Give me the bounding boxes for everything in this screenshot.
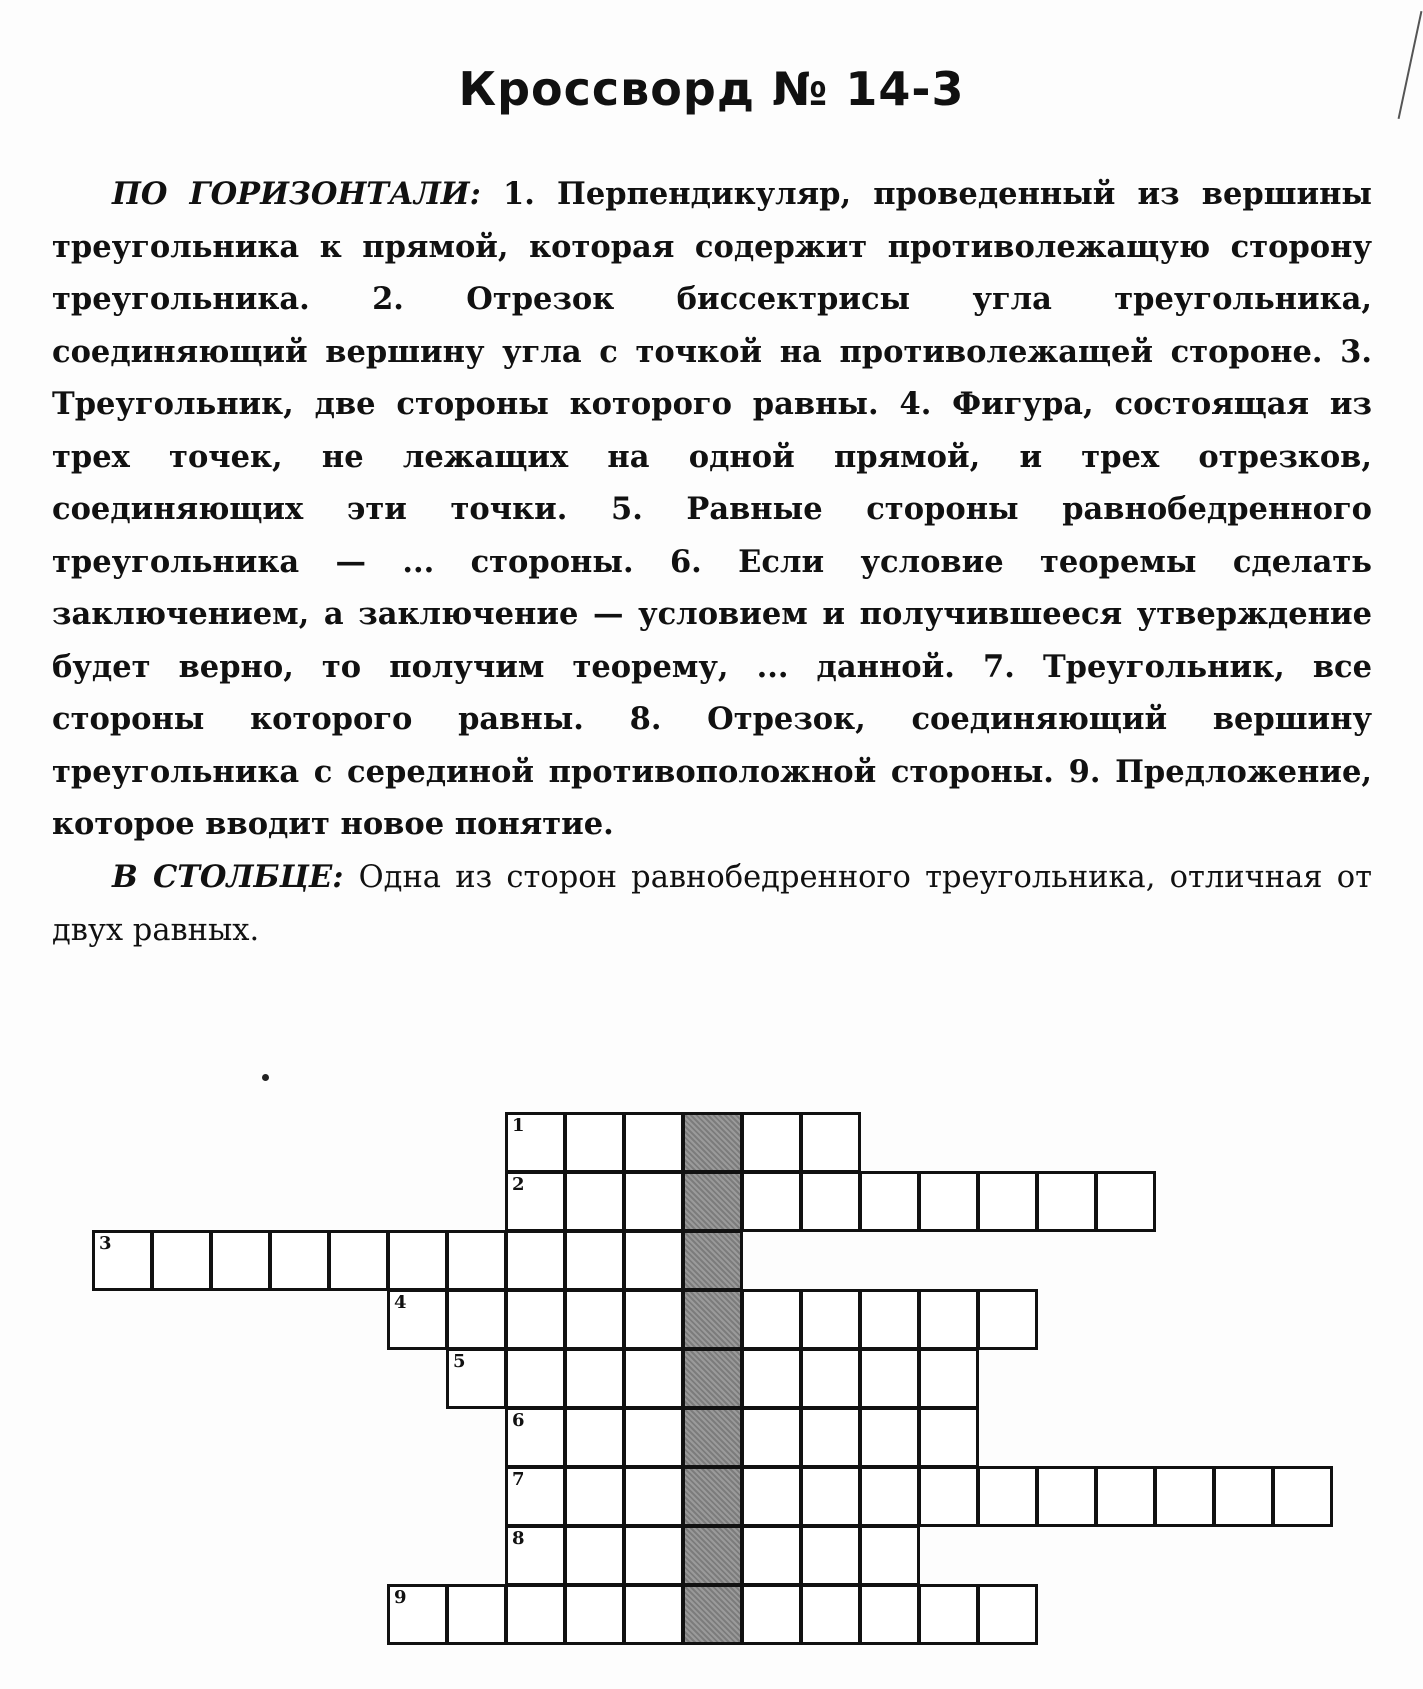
grid-cell[interactable] (505, 1466, 566, 1527)
grid-cell[interactable] (800, 1584, 861, 1645)
grid-cell[interactable] (918, 1348, 979, 1409)
grid-cell[interactable] (151, 1230, 212, 1291)
across-clue-1: 1. Перпендикуляр, проведенный из вершины треугольника к прямой, которая содержит противолежащую сторону треугольника. (52, 176, 1373, 317)
grid-cell[interactable] (977, 1289, 1038, 1350)
grid-cell[interactable] (328, 1230, 389, 1291)
grid-cell[interactable] (1095, 1171, 1156, 1232)
grid-cell[interactable] (800, 1348, 861, 1409)
keyword-cell[interactable] (682, 1584, 743, 1645)
keyword-cell[interactable] (682, 1112, 743, 1173)
column-heading: В СТОЛБЦЕ: (112, 858, 344, 895)
cell-number: 5 (453, 1351, 466, 1372)
grid-cell[interactable] (623, 1407, 684, 1468)
grid-cell[interactable] (446, 1289, 507, 1350)
cell-number: 3 (99, 1233, 112, 1254)
grid-cell[interactable] (623, 1584, 684, 1645)
cell-number: 1 (512, 1115, 525, 1136)
grid-cell[interactable] (623, 1348, 684, 1409)
grid-cell[interactable] (859, 1584, 920, 1645)
grid-cell[interactable] (623, 1230, 684, 1291)
grid-cell[interactable] (269, 1230, 330, 1291)
grid-cell[interactable] (741, 1407, 802, 1468)
grid-cell[interactable] (800, 1466, 861, 1527)
grid-cell[interactable] (505, 1289, 566, 1350)
grid-cell[interactable] (918, 1584, 979, 1645)
across-clue-7: 7. Треугольник, все стороны которого равны. (52, 648, 1372, 737)
grid-cell[interactable] (800, 1407, 861, 1468)
across-clue-2: 2. Отрезок биссектрисы угла треугольника, соединяющий вершину угла с точкой на противолежащей стороне. (52, 281, 1372, 370)
across-clue-4: 4. Фигура, состоящая из трех точек, не лежащих на одной прямой, и трех отрезков, соединяющих эти точки. (52, 386, 1372, 527)
grid-cell[interactable] (800, 1112, 861, 1173)
grid-cell[interactable] (800, 1171, 861, 1232)
grid-cell[interactable] (859, 1348, 920, 1409)
grid-cell[interactable] (564, 1171, 625, 1232)
grid-cell[interactable] (564, 1230, 625, 1291)
cell-number: 9 (394, 1587, 407, 1608)
grid-cell[interactable] (1036, 1171, 1097, 1232)
grid-cell[interactable] (918, 1171, 979, 1232)
across-clue-9: 9. Предложение, которое вводит новое понятие. (52, 753, 1373, 842)
across-clue-8: 8. Отрезок, соединяющий вершину треугольника с серединой противоположной стороны. (52, 701, 1372, 790)
grid-cell[interactable] (92, 1230, 153, 1291)
grid-cell[interactable] (977, 1584, 1038, 1645)
grid-cell[interactable] (918, 1289, 979, 1350)
grid-cell[interactable] (741, 1584, 802, 1645)
grid-cell[interactable] (505, 1171, 566, 1232)
keyword-cell[interactable] (682, 1407, 743, 1468)
grid-cell[interactable] (505, 1525, 566, 1586)
cell-number: 8 (512, 1528, 525, 1549)
grid-cell[interactable] (741, 1348, 802, 1409)
grid-cell[interactable] (918, 1407, 979, 1468)
grid-cell[interactable] (1095, 1466, 1156, 1527)
cell-number: 7 (512, 1469, 525, 1490)
grid-cell[interactable] (623, 1171, 684, 1232)
grid-cell[interactable] (505, 1584, 566, 1645)
grid-cell[interactable] (741, 1289, 802, 1350)
cell-number: 6 (512, 1410, 525, 1431)
grid-cell[interactable] (918, 1466, 979, 1527)
scan-speck (262, 1074, 269, 1081)
keyword-cell[interactable] (682, 1466, 743, 1527)
grid-cell[interactable] (741, 1525, 802, 1586)
across-heading: ПО ГОРИЗОНТАЛИ: (112, 176, 481, 212)
grid-cell[interactable] (859, 1171, 920, 1232)
grid-cell[interactable] (387, 1584, 448, 1645)
keyword-cell[interactable] (682, 1171, 743, 1232)
grid-cell[interactable] (977, 1466, 1038, 1527)
across-clue-5: 5. Равные стороны равнобедренного треугольника — ... стороны. (52, 491, 1372, 580)
grid-cell[interactable] (446, 1230, 507, 1291)
keyword-cell[interactable] (682, 1289, 743, 1350)
grid-cell[interactable] (859, 1289, 920, 1350)
grid-cell[interactable] (564, 1348, 625, 1409)
grid-cell[interactable] (859, 1466, 920, 1527)
grid-cell[interactable] (623, 1112, 684, 1173)
grid-cell[interactable] (977, 1171, 1038, 1232)
grid-cell[interactable] (210, 1230, 271, 1291)
cell-number: 4 (394, 1292, 407, 1313)
grid-cell[interactable] (741, 1112, 802, 1173)
grid-cell[interactable] (1036, 1466, 1097, 1527)
grid-cell[interactable] (505, 1112, 566, 1173)
grid-cell[interactable] (800, 1525, 861, 1586)
grid-cell[interactable] (623, 1289, 684, 1350)
grid-cell[interactable] (859, 1407, 920, 1468)
grid-cell[interactable] (1213, 1466, 1274, 1527)
across-clue-3: 3. Треугольник, две стороны которого равны. (52, 333, 1372, 422)
grid-cell[interactable] (564, 1112, 625, 1173)
grid-cell[interactable] (387, 1289, 448, 1350)
grid-cell[interactable] (387, 1230, 448, 1291)
grid-cell[interactable] (741, 1171, 802, 1232)
grid-cell[interactable] (859, 1525, 920, 1586)
crossword-title: Кроссворд № 14-3 (458, 62, 965, 116)
grid-cell[interactable] (800, 1289, 861, 1350)
grid-cell[interactable] (564, 1525, 625, 1586)
grid-cell[interactable] (564, 1289, 625, 1350)
grid-cell[interactable] (446, 1584, 507, 1645)
grid-cell[interactable] (741, 1466, 802, 1527)
grid-cell[interactable] (623, 1466, 684, 1527)
across-clue-6: 6. Если условие теоремы сделать заключением, а заключение — условием и получившееся утверждение будет верно, то получим теорему, ... данной. (52, 543, 1372, 685)
grid-cell[interactable] (564, 1407, 625, 1468)
grid-cell[interactable] (446, 1348, 507, 1409)
cell-number: 2 (512, 1174, 525, 1195)
grid-cell[interactable] (623, 1525, 684, 1586)
grid-cell[interactable] (505, 1348, 566, 1409)
keyword-cell[interactable] (682, 1525, 743, 1586)
grid-cell[interactable] (505, 1407, 566, 1468)
keyword-cell[interactable] (682, 1230, 743, 1291)
grid-cell[interactable] (1154, 1466, 1215, 1527)
column-clue-text: Одна из сторон равнобедренного треугольника, отличная от двух равных. (52, 859, 1372, 948)
grid-cell[interactable] (564, 1584, 625, 1645)
grid-cell[interactable] (505, 1230, 566, 1291)
keyword-cell[interactable] (682, 1348, 743, 1409)
grid-cell[interactable] (1272, 1466, 1333, 1527)
grid-cell[interactable] (564, 1466, 625, 1527)
